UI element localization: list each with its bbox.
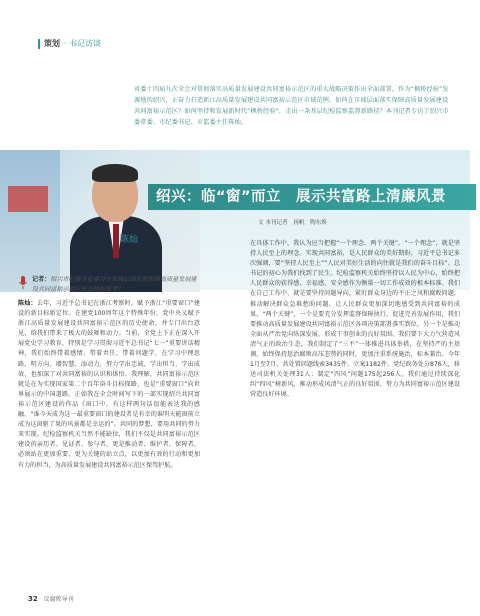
answer-column-right: 在具体工作中，我认为应当把握“一个理念、两个关键”。“一个理念”，就是坚持人民至上的理念。实现共同富裕，是人民群众的美好期盼。习近平总书记多次强调，要“坚持人民至上”“人民对美好生活的向往就是我们的奋斗目标”。总书记的初心为我们找到了民生。纪检监察机关始终坚持以人民为中心，始终把人民群众的获得感、幸福感、安全感作为衡量一切工作成效的根本标准。我们在自己工作中，就是要坚持问题导向，紧盯群众身边的不正之风和腐败问题，推动解决群众急难愁盼问题，让人民群众更加深切地感受到共同富裕的成果。“两个关键”，一个是要充分发挥监督保障执行、促进完善发展作用，我们要推动高质量发展建设共同富裕示范区各项决策部署落实到位，另一个是推动全面从严治党向纵深发展，形成干事创业的良好氛围。我们要下大力气营造风清气正的政治生态。我们制定了“三不”一体推进具体举措，在坚持严的主基调，始终保持惩治腐败高压态势的同时，更加注重系统施治、标本兼治。今年1月至7月，共处置问题线索3435件，立案1182件，党纪政务处分876人，移送司法机关处理31人；制定“四风”问题175起256人。我们通过持续深化纠“四风”树新风，推动形成风清气正的良好氛围，努力为共同富裕示范区建设营造良好环境。 bbox=[250, 240, 460, 399]
answer-label: 陈灿： bbox=[18, 300, 37, 307]
answer-left-text: 去年，习近平总书记在浙江考察时，赋予浙江“重要窗口”建设的新目标新定位。在建党100周年这个特殊年份，党中央又赋予浙江高质量发展建设共同富裕示范区的历史使命，并专门出台意见，给我们带来了极大的鼓舞和动力。当前，全党上下正在深入开展党史学习教育，特别是学习贯彻习近平总书记“七一”重要讲话精神，我们始终带着感情、带着责任、带着问题学，在学习中理思路、明方向、增智慧、添动力，努力学出忠诚、学出担当、学出成效，也加深了对共同富裕的认识和体悟。我理解，共同富裕示范区就是在为实现国家第二个百年奋斗目标探路，也是“重要窗口”向世界展示的中国道路。正如我在全会时间写下的一部实现绍兴共同富裕示范区建设的作品《窗口中，有这样两句话很能表达我的感触，“谁今天成为这一最重要窗口的建设者是有幸的谁明天能窗前立成为这窗驱了果的风景都是幸运的”。共同的梦想，要用共同的努力来实现。纪检监察机关当然不能缺位，我们不仅是共同富裕示范区建设的亲历者、见证者、参与者，更是推动者、维护者、保障者，必须站在更加重要、更为关键的站立点，以更加有效的行动和更加有力的担当，为高质量发展建设共同富裕示范区保驾护航。 bbox=[18, 300, 200, 469]
section-label: 策划 bbox=[44, 39, 60, 48]
question-label: 记者： bbox=[32, 276, 51, 283]
page-footer bbox=[28, 594, 74, 603]
magazine-name: 反腐败导刊 bbox=[43, 596, 74, 603]
page-number: 32 bbox=[28, 595, 38, 603]
flag-shape bbox=[8, 186, 48, 212]
interview-question bbox=[32, 275, 202, 295]
section-header bbox=[38, 38, 101, 49]
answer-column-left bbox=[18, 299, 200, 471]
article-headline: 绍兴：临“窗”而立 展示共富路上清廉风景 bbox=[148, 184, 476, 210]
question-text: 绍兴市纪委市监委对在市域层面监督保障高质量发展建设共同富裕示范区有怎样的思考？ bbox=[32, 276, 197, 293]
person-name: 陈灿 bbox=[120, 235, 139, 245]
section-bar bbox=[38, 39, 40, 49]
microphone-icon bbox=[18, 276, 28, 290]
byline: 文 本刊记者 扬帆 陶东焕 bbox=[258, 220, 327, 226]
subsection-label: · 书记访谈 bbox=[64, 39, 102, 48]
portrait-photo bbox=[0, 150, 200, 292]
intro-paragraph: 省委十四届九次全会对贯彻落实高质量发展建设共同富裕示范区的重大战略决策作出全面部署。作为“枫桥经验”发源地的绍兴，正奋力打造新江高质量发展建设共同富裕示范区市域范例。如何在市域层面落实保障高质量发展建设共同富裕示范区？如何坚持和发展新时代“枫桥经验”，走出一条基层纪检监察监督新路径？本刊记者专访了绍兴市委常委、市纪委书记、市监委主任陈灿。 bbox=[134, 86, 449, 126]
